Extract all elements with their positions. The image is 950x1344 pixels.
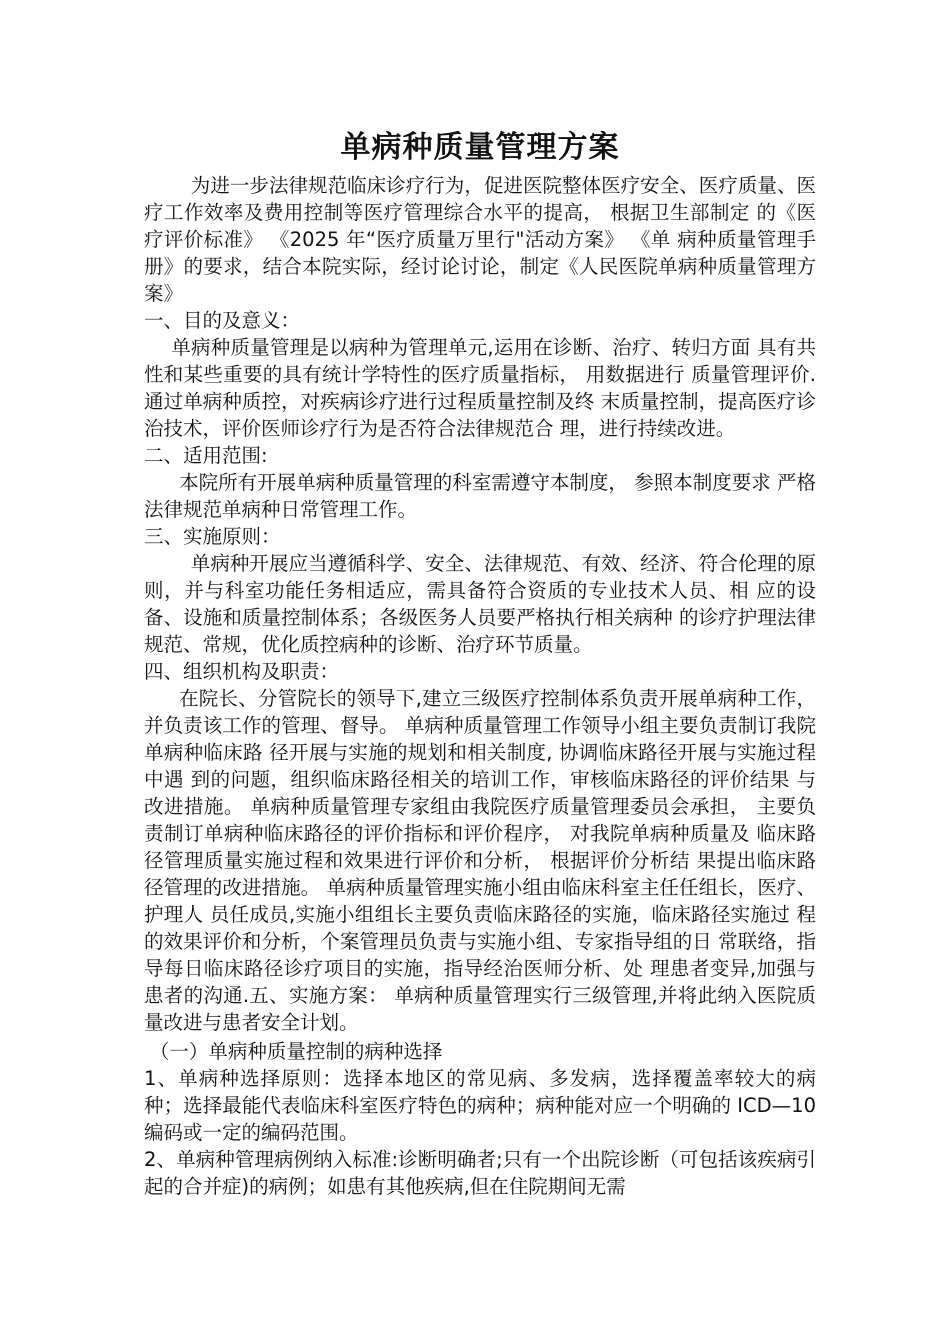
list-item: 1、单病种选择原则：选择本地区的常见病、多发病，选择覆盖率较大的病种；选择最能代表临床科室医疗特色的病种；病种能对应一个明确的 ICD—10 编码或一定的编码范围。 — [144, 1067, 816, 1144]
section-body-purpose: 单病种质量管理是以病种为管理单元,运用在诊断、治疗、转归方面 具有共性和某些重要的具有统计学特性的医疗质量指标， 用数据进行 质量管理评价.通过单病种质控，对疾病诊疗进行过程质量控制及终 末质量控制，提高医疗诊治技术，评价医师诊疗行为是否符合法律规范合 理，进行持续改进。 — [144, 336, 816, 440]
subsection-title: （一）单病种质量控制的病种选择 — [149, 1040, 443, 1063]
section-body-scope: 本院所有开展单病种质量管理的科室需遵守本制度， 参照本制度要求 严格法律规范单病种日常管理工作。 — [144, 471, 816, 521]
document-title: 单病种质量管理方案 — [340, 130, 620, 165]
section-heading-purpose: 一、目的及意义： — [144, 309, 301, 332]
section-heading-organization: 四、组织机构及职责： — [144, 660, 340, 683]
intro-paragraph: 为进一步法律规范临床诊疗行为，促进医院整体医疗安全、医疗质量、医 疗工作效率及费用控制等医疗管理综合水平的提高， 根据卫生部制定 的《医疗评价标准》 《2025 年“医疗质量万里行"活动方案》 《单 病种质量管理手册》的要求，结合本院实际，经讨论讨论，制定《人民医院单病种质量管理方案》 — [144, 174, 816, 305]
section-heading-principles: 三、实施原则： — [144, 525, 281, 548]
document-page — [144, 128, 816, 1200]
list-item: 2、单病种管理病例纳入标准:诊断明确者;只有一个出院诊断（可包括该疾病引起的合并症)的病例；如患有其他疾病,但在住院期间无需 — [144, 1148, 816, 1198]
section-body-principles: 单病种开展应当遵循科学、安全、法律规范、有效、经济、符合伦理的原 则，并与科室功能任务相适应，需具备符合资质的专业技术人员、相 应的设备、设施和质量控制体系；各级医务人员要严格执行相关病种 的诊疗护理法律规范、常规，优化质控病种的诊断、治疗环节质量。 — [144, 552, 816, 656]
section-heading-scope: 二、适用范围: — [144, 444, 268, 467]
section-body-organization: 在院长、分管院长的领导下,建立三级医疗控制体系负责开展单病种工作，并负责该工作的管理、督导。 单病种质量管理工作领导小组主要负责制订我院单病种临床路 径开展与实施的规划和相关制度, 协调临床路径开展与实施过程中遇 到的问题，组织临床路径相关的培训工作，审核临床路径的评价结果 与改进措施。 单病种质量管理专家组由我院医疗质量管理委员会承担， 主要负 责制订单病种临床路径的评价指标和评价程序， 对我院单病种质量及 临床路径管理质量实施过程和效果进行评价和分析， 根据评价分析结 果提出临床路径管理的改进措施。 单病种质量管理实施小组由临床科室主任任组长，医疗、护理人 员任成员,实施小组组长主要负责临床路径的实施，临床路径实施过 程的效果评价和分析，个案管理员负责与实施小组、专家指导组的日 常联络，指导每日临床路径诊疗项目的实施，指导经治医师分析、处 理患者变异,加强与患者的沟通.五、实施方案： 单病种质量管理实行三级管理,并将此纳入医院质量改进与患者安全计划。 — [144, 687, 816, 1034]
